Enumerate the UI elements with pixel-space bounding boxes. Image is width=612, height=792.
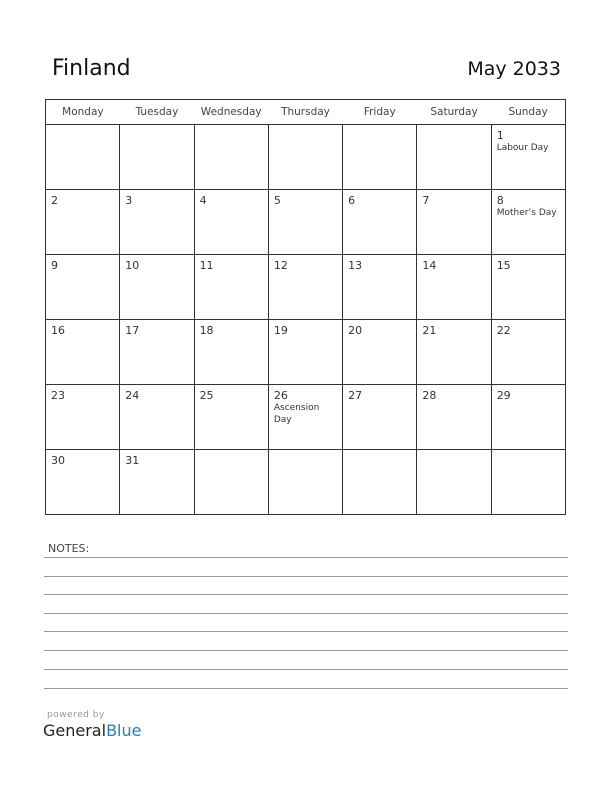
day-number: 30 — [51, 454, 65, 467]
day-number: 14 — [422, 259, 437, 272]
weekday-sunday: Sunday — [491, 100, 565, 125]
calendar-day-cell — [268, 320, 342, 385]
calendar-day-cell — [343, 450, 417, 515]
day-number: 4 — [199, 194, 207, 207]
day-number: 8 — [496, 194, 504, 207]
calendar-day-cell — [268, 125, 342, 190]
calendar-week-row — [46, 125, 566, 190]
calendar-day-cell — [120, 320, 194, 385]
calendar-day-cell — [194, 255, 268, 320]
calendar-day-cell — [194, 450, 268, 515]
calendar-week-row — [46, 320, 566, 385]
weekday-wednesday: Wednesday — [194, 100, 268, 125]
calendar-day-cell — [194, 190, 268, 255]
day-number: 31 — [125, 454, 140, 467]
calendar-grid — [45, 99, 566, 515]
calendar-week-row — [46, 255, 566, 320]
day-number: 20 — [348, 324, 363, 337]
calendar-day-cell — [194, 320, 268, 385]
calendar-day-cell — [46, 320, 120, 385]
calendar-day-cell — [417, 320, 491, 385]
day-number: 5 — [273, 194, 281, 207]
day-number: 2 — [51, 194, 58, 207]
calendar-day-cell — [417, 450, 491, 515]
calendar-day-cell — [120, 255, 194, 320]
calendar-day-cell — [268, 385, 342, 450]
calendar-day-cell — [120, 190, 194, 255]
day-number: 17 — [125, 324, 140, 337]
notes-label: NOTES: — [48, 542, 90, 555]
calendar-week-row — [46, 385, 566, 450]
calendar-day-cell — [343, 385, 417, 450]
day-number: 18 — [199, 324, 214, 337]
calendar-day-cell — [343, 190, 417, 255]
day-number: 29 — [496, 389, 511, 402]
notes-line — [44, 669, 568, 670]
day-number: 22 — [496, 324, 511, 337]
calendar-day-cell — [194, 385, 268, 450]
calendar-week-row — [46, 190, 566, 255]
day-number: 27 — [348, 389, 363, 402]
notes-line — [44, 613, 568, 614]
calendar-day-cell — [268, 450, 342, 515]
calendar-day-cell — [491, 190, 565, 255]
day-number: 16 — [51, 324, 65, 337]
calendar-day-cell — [491, 450, 565, 515]
holiday-label: Mother’s Day — [496, 208, 557, 218]
calendar-day-cell — [268, 255, 342, 320]
generalblue-logo[interactable] — [43, 721, 141, 740]
notes-line — [44, 688, 568, 689]
calendar-day-cell — [491, 385, 565, 450]
day-number: 23 — [51, 389, 65, 402]
day-number: 13 — [348, 259, 363, 272]
calendar-day-cell — [46, 190, 120, 255]
day-number: 19 — [273, 324, 288, 337]
calendar-day-cell — [343, 255, 417, 320]
day-number: 6 — [348, 194, 356, 207]
calendar-day-cell — [343, 125, 417, 190]
notes-line — [44, 557, 568, 558]
day-number: 25 — [199, 389, 214, 402]
brand-general: General — [43, 721, 107, 740]
month-year-title: May 2033 — [467, 58, 561, 80]
day-number: 10 — [125, 259, 140, 272]
calendar-day-cell — [491, 255, 565, 320]
weekday-saturday: Saturday — [417, 100, 491, 125]
calendar-day-cell — [46, 125, 120, 190]
weekday-friday: Friday — [343, 100, 417, 125]
notes-line — [44, 576, 568, 577]
calendar-day-cell — [120, 385, 194, 450]
powered-by-text: powered by — [47, 710, 105, 720]
notes-line — [44, 650, 568, 651]
day-number: 12 — [273, 259, 288, 272]
country-title: Finland — [52, 56, 131, 81]
weekday-monday: Monday — [46, 100, 120, 125]
calendar-day-cell — [46, 385, 120, 450]
brand-blue: Blue — [106, 721, 142, 740]
day-number: 26 — [273, 389, 288, 402]
day-number: 11 — [199, 259, 214, 272]
calendar-day-cell — [417, 190, 491, 255]
day-number: 7 — [422, 194, 430, 207]
holiday-label: Labour Day — [496, 143, 549, 153]
calendar-day-cell — [194, 125, 268, 190]
calendar-day-cell — [343, 320, 417, 385]
holiday-label: Ascension Day — [273, 403, 320, 425]
day-number: 9 — [51, 259, 58, 272]
calendar-day-cell — [120, 125, 194, 190]
notes-line — [44, 631, 568, 632]
day-number: 15 — [496, 259, 511, 272]
calendar-day-cell — [46, 450, 120, 515]
calendar-day-cell — [46, 255, 120, 320]
calendar-week-row — [46, 450, 566, 515]
calendar-day-cell — [491, 320, 565, 385]
calendar-day-cell — [417, 385, 491, 450]
weekday-header-row — [46, 100, 566, 125]
day-number: 24 — [125, 389, 140, 402]
calendar-day-cell — [491, 125, 565, 190]
day-number: 3 — [125, 194, 133, 207]
calendar-day-cell — [268, 190, 342, 255]
calendar-day-cell — [417, 255, 491, 320]
notes-line — [44, 594, 568, 595]
calendar-day-cell — [417, 125, 491, 190]
weekday-tuesday: Tuesday — [120, 100, 194, 125]
day-number: 1 — [496, 129, 504, 142]
weekday-thursday: Thursday — [268, 100, 342, 125]
day-number: 21 — [422, 324, 437, 337]
day-number: 28 — [422, 389, 437, 402]
calendar-day-cell — [120, 450, 194, 515]
